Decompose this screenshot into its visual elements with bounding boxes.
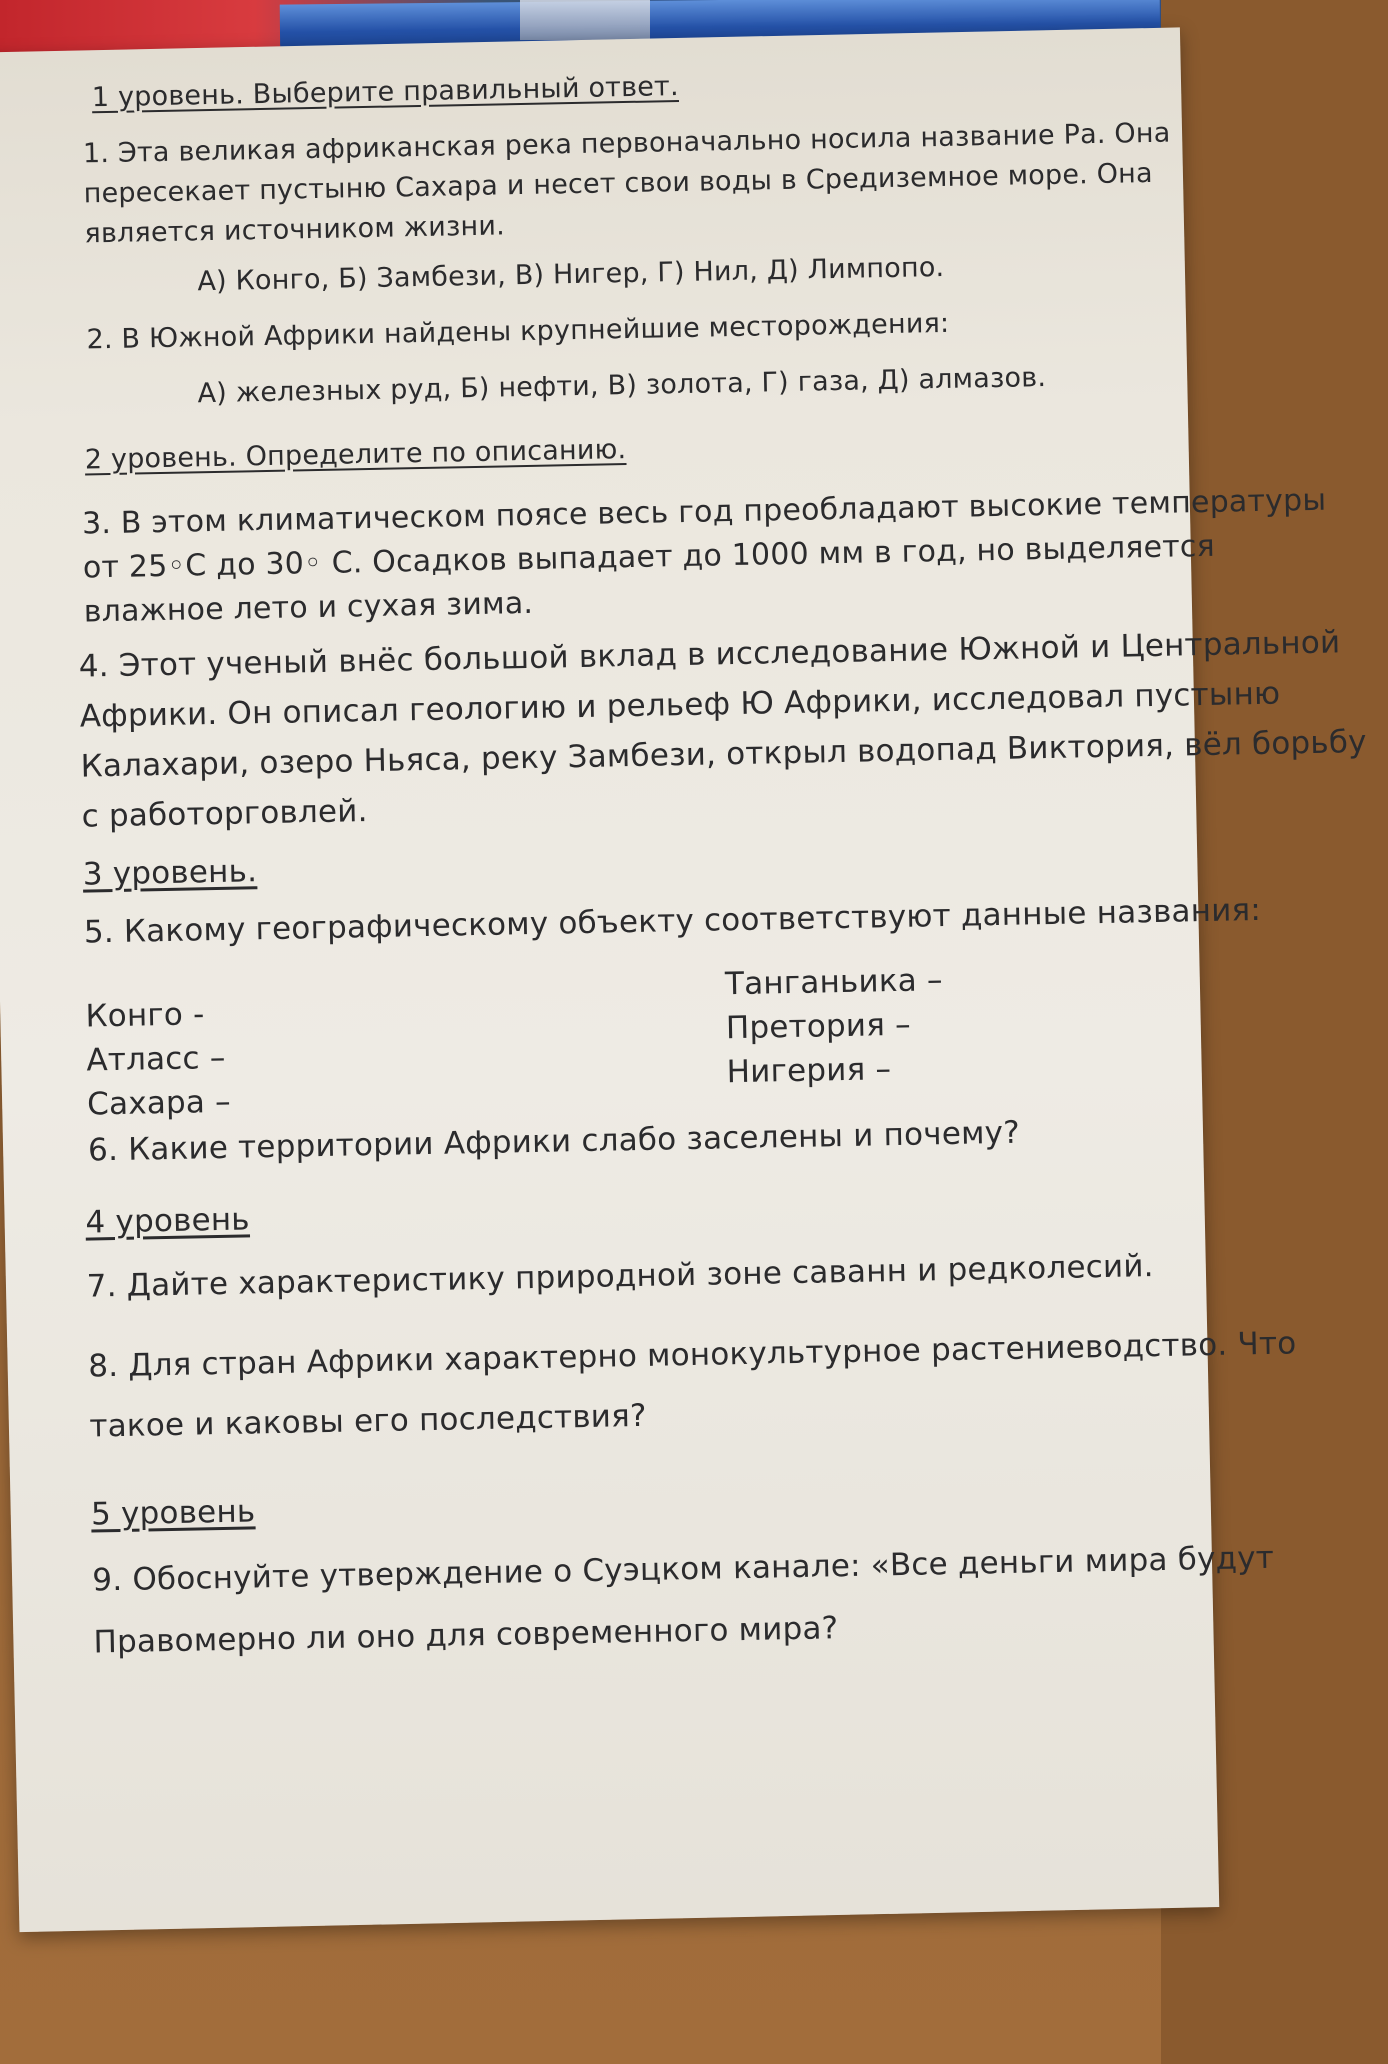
right-name-3: Нигерия – bbox=[726, 1051, 892, 1091]
q2-text: 2. В Южной Африки найдены крупнейшие месторождения: bbox=[86, 307, 950, 356]
q3-line-1: 3. В этом климатическом поясе весь год преобладают высокие температуры bbox=[81, 482, 1327, 542]
q3-line-3: влажное лето и сухая зима. bbox=[83, 585, 534, 630]
q4-line-4: с работорговлей. bbox=[81, 793, 368, 835]
q5-text: 5. Какому географическому объекту соответствуют данные названия: bbox=[83, 891, 1262, 951]
q1-line-1: 1. Эта великая африканская река первоначально носила название Ра. Она bbox=[82, 117, 1171, 170]
q7-text: 7. Дайте характеристику природной зоне саванн и редколесий. bbox=[86, 1248, 1155, 1305]
q1-line-2: пересекает пустыню Сахара и несет свои воды в Средиземное море. Она bbox=[83, 157, 1153, 210]
q1-options: А) Конго, Б) Замбези, В) Нигер, Г) Нил, Д) Лимпопо. bbox=[197, 251, 945, 298]
level4-heading: 4 уровень bbox=[85, 1201, 251, 1241]
q3-line-2: от 25◦С до 30◦ С. Осадков выпадает до 1000 мм в год, но выделяется bbox=[82, 528, 1216, 586]
q1-line-3: является источником жизни. bbox=[84, 210, 506, 250]
left-name-1: Конго - bbox=[85, 996, 205, 1035]
level1-heading: 1 уровень. Выберите правильный ответ. bbox=[91, 70, 680, 114]
q6-text: 6. Какие территории Африки слабо заселены и почему? bbox=[87, 1114, 1021, 1169]
right-name-2: Претория – bbox=[725, 1006, 912, 1047]
q9-line-1: 9. Обоснуйте утверждение о Суэцком канале: «Все деньги мира будут bbox=[92, 1539, 1275, 1599]
q8-line-2: такое и каковы его последствия? bbox=[89, 1397, 647, 1445]
q8-line-1: 8. Для стран Африки характерно монокультурное растениеводство. Что bbox=[87, 1325, 1297, 1385]
q4-line-2: Африки. Он описал геологию и рельеф Ю Африки, исследовал пустыню bbox=[79, 675, 1281, 735]
left-name-3: Сахара – bbox=[86, 1083, 232, 1123]
right-name-1: Танганьика – bbox=[724, 962, 943, 1003]
left-name-2: Атласс – bbox=[86, 1039, 226, 1079]
q2-options: А) железных руд, Б) нефти, В) золота, Г) газа, Д) алмазов. bbox=[197, 361, 1047, 410]
level5-heading: 5 уровень bbox=[90, 1493, 256, 1533]
q9-line-2: Правомерно ли оно для современного мира? bbox=[93, 1610, 839, 1661]
level2-heading: 2 уровень. Определите по описанию. bbox=[84, 434, 627, 476]
q4-line-3: Калахари, озеро Ньяса, реку Замбези, открыл водопад Виктория, вёл борьбу bbox=[80, 723, 1368, 785]
level3-heading: 3 уровень. bbox=[82, 853, 258, 893]
q4-line-1: 4. Этот ученый внёс большой вклад в исследование Южной и Центральной bbox=[78, 624, 1341, 685]
